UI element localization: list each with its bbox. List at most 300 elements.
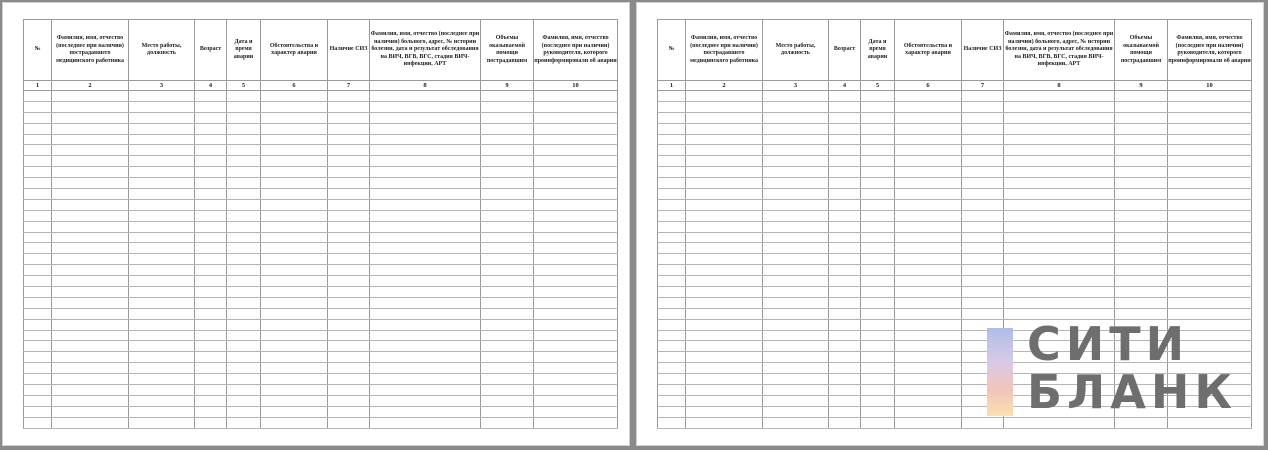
table-cell (328, 374, 370, 385)
table-cell (534, 189, 618, 200)
table-cell (481, 352, 534, 363)
table-row (24, 341, 618, 352)
table-cell (829, 101, 861, 112)
journal-table-left (23, 19, 618, 429)
table-cell (861, 254, 895, 265)
table-cell (195, 91, 227, 102)
table-cell (962, 232, 1004, 243)
table-cell (24, 319, 52, 330)
table-cell (658, 352, 686, 363)
column-number-5: 5 (227, 81, 261, 91)
table-cell (895, 330, 962, 341)
table-cell (861, 178, 895, 189)
table-cell (534, 374, 618, 385)
table-cell (52, 189, 129, 200)
column-header-6: Обстоятельства и характер аварии (261, 20, 328, 81)
table-cell (829, 287, 861, 298)
table-cell (129, 352, 195, 363)
table-cell (481, 297, 534, 308)
table-cell (227, 91, 261, 102)
table-cell (24, 406, 52, 417)
table-cell (1115, 145, 1168, 156)
table-cell (1004, 156, 1115, 167)
column-number-9: 9 (481, 81, 534, 91)
table-cell (686, 254, 763, 265)
table-cell (895, 385, 962, 396)
table-row (24, 417, 618, 428)
table-cell (370, 91, 481, 102)
table-cell (861, 276, 895, 287)
table-cell (861, 232, 895, 243)
table-row (658, 178, 1252, 189)
table-cell (227, 254, 261, 265)
column-header-8: Фамилия, имя, отчество (последнее при наличии) больного, адрес, № истории болезни, дата и результат обследования на ВИЧ, ВГВ, ВГС, стадия ВИЧ-инфекции, АРТ (370, 20, 481, 81)
table-cell (895, 101, 962, 112)
table-row (24, 91, 618, 102)
table-cell (195, 189, 227, 200)
table-cell (1168, 276, 1252, 287)
table-cell (534, 167, 618, 178)
table-cell (658, 243, 686, 254)
table-row (24, 178, 618, 189)
table-cell (534, 352, 618, 363)
table-cell (861, 341, 895, 352)
table-cell (370, 417, 481, 428)
table-cell (686, 189, 763, 200)
table-cell (829, 134, 861, 145)
column-header-5: Дата и время аварии (227, 20, 261, 81)
table-cell (370, 330, 481, 341)
table-cell (1168, 189, 1252, 200)
table-row (24, 134, 618, 145)
column-number-6: 6 (261, 81, 328, 91)
table-cell (481, 374, 534, 385)
table-cell (1004, 112, 1115, 123)
column-header-2: Фамилия, имя, отчество (последнее при наличии) пострадавшего медицинского работника (686, 20, 763, 81)
table-cell (227, 330, 261, 341)
table-cell (534, 265, 618, 276)
column-number-10: 10 (534, 81, 618, 91)
table-cell (658, 189, 686, 200)
table-cell (261, 232, 328, 243)
table-cell (658, 287, 686, 298)
table-cell (328, 406, 370, 417)
table-cell (895, 287, 962, 298)
table-cell (686, 330, 763, 341)
table-cell (195, 385, 227, 396)
table-cell (1168, 123, 1252, 134)
table-cell (763, 417, 829, 428)
table-cell (534, 156, 618, 167)
table-cell (534, 134, 618, 145)
table-row (24, 123, 618, 134)
table-cell (481, 112, 534, 123)
table-cell (962, 254, 1004, 265)
table-cell (1168, 221, 1252, 232)
table-cell (1168, 265, 1252, 276)
table-cell (129, 199, 195, 210)
table-cell (24, 385, 52, 396)
table-cell (24, 363, 52, 374)
table-cell (227, 297, 261, 308)
table-cell (129, 363, 195, 374)
table-cell (763, 265, 829, 276)
column-header-6: Обстоятельства и характер аварии (895, 20, 962, 81)
table-cell (370, 232, 481, 243)
header-row (24, 20, 618, 81)
table-row (24, 189, 618, 200)
table-cell (261, 221, 328, 232)
table-cell (895, 406, 962, 417)
table-row (24, 276, 618, 287)
table-cell (658, 123, 686, 134)
table-cell (1168, 112, 1252, 123)
table-cell (895, 363, 962, 374)
column-number-3: 3 (129, 81, 195, 91)
table-cell (763, 319, 829, 330)
table-cell (52, 352, 129, 363)
table-cell (52, 243, 129, 254)
table-cell (763, 123, 829, 134)
column-header-8: Фамилия, имя, отчество (последнее при наличии) больного, адрес, № истории болезни, дата и результат обследования на ВИЧ, ВГВ, ВГС, стадия ВИЧ-инфекции, АРТ (1004, 20, 1115, 81)
table-cell (129, 210, 195, 221)
table-cell (895, 189, 962, 200)
table-cell (534, 330, 618, 341)
table-cell (686, 112, 763, 123)
table-cell (829, 395, 861, 406)
table-cell (763, 189, 829, 200)
table-cell (962, 221, 1004, 232)
table-cell (261, 297, 328, 308)
table-cell (1004, 210, 1115, 221)
table-cell (227, 221, 261, 232)
table-cell (962, 178, 1004, 189)
table-cell (962, 112, 1004, 123)
column-header-5: Дата и время аварии (861, 20, 895, 81)
table-cell (129, 330, 195, 341)
table-cell (763, 221, 829, 232)
table-cell (763, 199, 829, 210)
table-cell (534, 221, 618, 232)
table-cell (481, 189, 534, 200)
table-cell (534, 232, 618, 243)
table-cell (686, 352, 763, 363)
table-cell (686, 341, 763, 352)
table-cell (1168, 91, 1252, 102)
table-cell (962, 265, 1004, 276)
table-cell (129, 221, 195, 232)
table-cell (861, 319, 895, 330)
table-cell (481, 287, 534, 298)
table-cell (195, 178, 227, 189)
table-cell (534, 210, 618, 221)
table-cell (195, 352, 227, 363)
table-cell (481, 221, 534, 232)
table-cell (829, 243, 861, 254)
table-cell (861, 243, 895, 254)
table-cell (1168, 232, 1252, 243)
table-cell (962, 101, 1004, 112)
column-number-row (24, 81, 618, 91)
table-cell (1004, 178, 1115, 189)
table-cell (370, 352, 481, 363)
table-cell (52, 308, 129, 319)
table-cell (227, 167, 261, 178)
table-row (24, 156, 618, 167)
table-cell (658, 363, 686, 374)
table-cell (895, 178, 962, 189)
table-row (24, 243, 618, 254)
table-cell (763, 145, 829, 156)
table-cell (195, 265, 227, 276)
table-cell (261, 341, 328, 352)
table-cell (227, 352, 261, 363)
table-cell (227, 406, 261, 417)
table-cell (829, 221, 861, 232)
table-cell (261, 406, 328, 417)
table-cell (1168, 199, 1252, 210)
table-cell (1004, 167, 1115, 178)
table-cell (829, 123, 861, 134)
table-cell (895, 145, 962, 156)
table-cell (370, 101, 481, 112)
table-cell (129, 417, 195, 428)
table-cell (261, 243, 328, 254)
table-cell (227, 123, 261, 134)
table-cell (861, 101, 895, 112)
table-cell (763, 352, 829, 363)
table-cell (24, 189, 52, 200)
table-cell (1115, 178, 1168, 189)
table-row (658, 101, 1252, 112)
table-cell (686, 156, 763, 167)
table-cell (24, 156, 52, 167)
table-cell (227, 287, 261, 298)
table-cell (829, 167, 861, 178)
column-header-3: Место работы, должность (763, 20, 829, 81)
table-cell (534, 145, 618, 156)
table-cell (370, 178, 481, 189)
table-cell (370, 265, 481, 276)
table-cell (895, 232, 962, 243)
table-cell (261, 330, 328, 341)
table-cell (52, 112, 129, 123)
table-cell (328, 156, 370, 167)
table-cell (195, 112, 227, 123)
table-cell (129, 297, 195, 308)
table-cell (481, 319, 534, 330)
table-cell (895, 395, 962, 406)
table-cell (52, 156, 129, 167)
table-cell (328, 352, 370, 363)
table-cell (763, 374, 829, 385)
table-cell (534, 319, 618, 330)
table-cell (962, 145, 1004, 156)
table-cell (658, 330, 686, 341)
table-cell (227, 156, 261, 167)
table-cell (1168, 178, 1252, 189)
table-cell (227, 341, 261, 352)
table-cell (24, 265, 52, 276)
table-cell (370, 156, 481, 167)
table-cell (962, 287, 1004, 298)
table-cell (52, 199, 129, 210)
table-cell (129, 134, 195, 145)
table-cell (861, 123, 895, 134)
table-cell (129, 91, 195, 102)
table-cell (370, 341, 481, 352)
table-cell (24, 232, 52, 243)
table-cell (1115, 276, 1168, 287)
table-cell (261, 178, 328, 189)
table-cell (195, 374, 227, 385)
table-cell (895, 199, 962, 210)
table-cell (1115, 265, 1168, 276)
table-cell (763, 210, 829, 221)
table-cell (481, 265, 534, 276)
table-cell (1168, 145, 1252, 156)
table-row (658, 134, 1252, 145)
table-cell (763, 101, 829, 112)
table-cell (24, 308, 52, 319)
table-row (24, 308, 618, 319)
table-row (24, 221, 618, 232)
table-cell (829, 385, 861, 396)
table-row (658, 254, 1252, 265)
table-cell (24, 178, 52, 189)
table-cell (52, 101, 129, 112)
table-row (24, 112, 618, 123)
table-cell (895, 417, 962, 428)
table-cell (24, 112, 52, 123)
table-cell (328, 319, 370, 330)
table-cell (686, 297, 763, 308)
table-cell (861, 134, 895, 145)
table-cell (261, 134, 328, 145)
table-cell (686, 385, 763, 396)
table-cell (24, 352, 52, 363)
table-cell (686, 417, 763, 428)
table-row (658, 167, 1252, 178)
table-row (24, 167, 618, 178)
table-row (658, 156, 1252, 167)
table-cell (24, 341, 52, 352)
table-cell (195, 330, 227, 341)
column-number-2: 2 (52, 81, 129, 91)
table-cell (481, 341, 534, 352)
logo-text (1027, 317, 1237, 419)
table-cell (962, 297, 1004, 308)
table-row (24, 385, 618, 396)
table-row (24, 254, 618, 265)
table-cell (829, 232, 861, 243)
table-cell (481, 406, 534, 417)
table-cell (829, 156, 861, 167)
table-cell (328, 112, 370, 123)
table-cell (829, 189, 861, 200)
column-number-7: 7 (962, 81, 1004, 91)
table-cell (829, 308, 861, 319)
table-cell (1004, 232, 1115, 243)
table-cell (658, 112, 686, 123)
table-cell (328, 91, 370, 102)
table-row (24, 232, 618, 243)
table-cell (52, 363, 129, 374)
logo-line-2: БЛАНК (1027, 365, 1237, 419)
table-cell (195, 308, 227, 319)
table-cell (895, 210, 962, 221)
table-cell (1115, 243, 1168, 254)
table-cell (129, 189, 195, 200)
table-cell (370, 406, 481, 417)
table-cell (829, 199, 861, 210)
table-cell (829, 406, 861, 417)
table-cell (52, 91, 129, 102)
sitiblank-logo (987, 317, 1247, 419)
table-cell (658, 156, 686, 167)
table-cell (534, 395, 618, 406)
table-cell (763, 112, 829, 123)
table-cell (829, 145, 861, 156)
table-cell (895, 167, 962, 178)
table-row (658, 91, 1252, 102)
table-row (24, 287, 618, 298)
table-cell (370, 287, 481, 298)
table-cell (895, 123, 962, 134)
table-cell (195, 406, 227, 417)
table-cell (829, 112, 861, 123)
table-cell (534, 112, 618, 123)
table-cell (24, 276, 52, 287)
table-cell (658, 134, 686, 145)
table-cell (481, 123, 534, 134)
table-cell (481, 308, 534, 319)
column-number-3: 3 (763, 81, 829, 91)
table-cell (261, 319, 328, 330)
table-cell (763, 287, 829, 298)
table-cell (686, 363, 763, 374)
table-cell (962, 123, 1004, 134)
table-cell (658, 101, 686, 112)
table-cell (129, 145, 195, 156)
table-cell (1115, 297, 1168, 308)
table-cell (763, 363, 829, 374)
table-cell (686, 134, 763, 145)
table-cell (1115, 232, 1168, 243)
table-row (658, 189, 1252, 200)
table-cell (829, 297, 861, 308)
table-cell (895, 91, 962, 102)
table-cell (962, 417, 1004, 428)
table-cell (962, 308, 1004, 319)
table-cell (481, 134, 534, 145)
table-row (24, 395, 618, 406)
table-cell (658, 91, 686, 102)
table-cell (129, 385, 195, 396)
table-row (658, 243, 1252, 254)
table-cell (861, 406, 895, 417)
table-cell (1168, 101, 1252, 112)
table-cell (1115, 199, 1168, 210)
table-cell (261, 145, 328, 156)
table-cell (481, 101, 534, 112)
table-cell (534, 276, 618, 287)
table-cell (534, 243, 618, 254)
table-cell (481, 156, 534, 167)
table-cell (328, 287, 370, 298)
table-cell (686, 232, 763, 243)
table-cell (481, 330, 534, 341)
